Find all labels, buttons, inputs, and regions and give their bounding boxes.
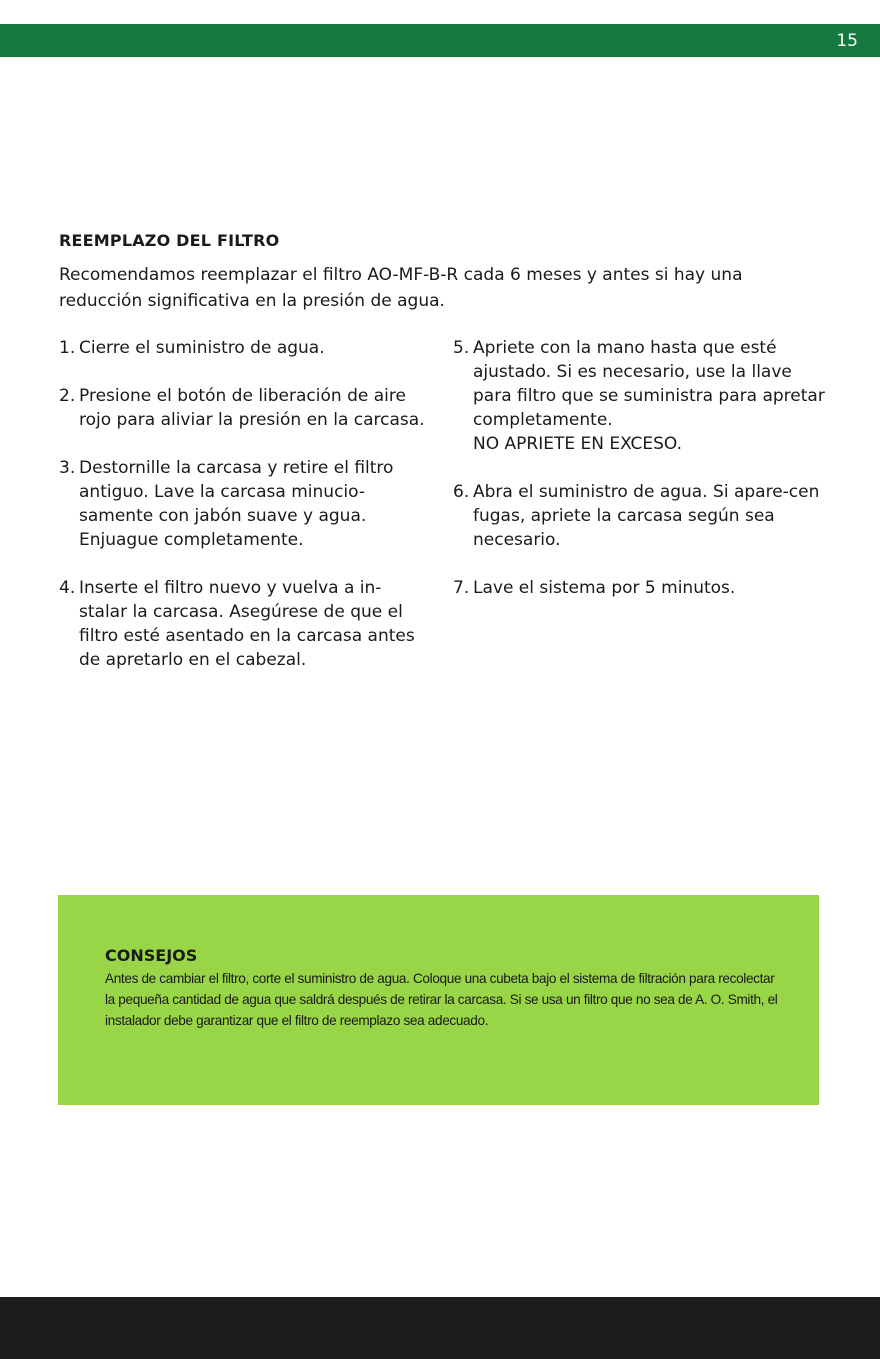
step-item <box>453 576 828 600</box>
step-warning: NO APRIETE EN EXCESO. <box>473 434 682 454</box>
step-text <box>473 336 828 456</box>
step-number: 1. <box>59 338 76 358</box>
step-item <box>59 456 429 552</box>
header-bar <box>0 24 880 57</box>
step-text: Inserte el filtro nuevo y vuelva a in-stalar la carcasa. Asegúrese de que el filtro esté asentado en la carcasa antes de apretarlo en el cabezal. <box>79 578 415 670</box>
step-text: Abra el suministro de agua. Si apare-cen fugas, apriete la carcasa según sea necesario. <box>473 482 820 550</box>
section-title: REEMPLAZO DEL FILTRO <box>59 231 280 250</box>
step-item <box>453 336 828 456</box>
tips-box <box>58 895 819 1105</box>
tips-title: CONSEJOS <box>105 946 198 965</box>
step-text-body: Apriete con la mano hasta que esté ajustado. Si es necesario, use la llave para filtro que se suministra para apretar completamente. <box>473 338 825 430</box>
step-item <box>59 384 429 432</box>
step-number: 7. <box>453 578 470 598</box>
step-number: 6. <box>453 482 470 502</box>
footer-bar <box>0 1297 880 1359</box>
step-text: Lave el sistema por 5 minutos. <box>473 578 736 598</box>
step-item <box>453 480 828 552</box>
step-number: 5. <box>453 338 470 358</box>
steps-column-right <box>453 336 828 624</box>
step-number: 4. <box>59 578 76 598</box>
step-text: Presione el botón de liberación de aire rojo para aliviar la presión en la carcasa. <box>79 386 425 430</box>
step-text: Cierre el suministro de agua. <box>79 338 325 358</box>
step-number: 2. <box>59 386 76 406</box>
step-number: 3. <box>59 458 76 478</box>
step-item <box>59 576 429 672</box>
steps-column-left <box>59 336 429 696</box>
tips-text: Antes de cambiar el filtro, corte el suministro de agua. Coloque una cubeta bajo el sistema de filtración para recolectar la pequeña cantidad de agua que saldrá después de retirar la carcasa. Si se usa un filtro que no sea de A. O. Smith, el instalador debe garantizar que el filtro de reemplazo sea adecuado. <box>105 971 778 1028</box>
intro-paragraph: Recomendamos reemplazar el filtro AO-MF-B-R cada 6 meses y antes si hay una reducción significativa en la presión de agua. <box>59 265 743 311</box>
step-item <box>59 336 429 360</box>
step-text: Destornille la carcasa y retire el filtro antiguo. Lave la carcasa minucio-samente con jabón suave y agua. Enjuague completamente. <box>79 458 394 550</box>
page-number: 15 <box>836 31 858 51</box>
